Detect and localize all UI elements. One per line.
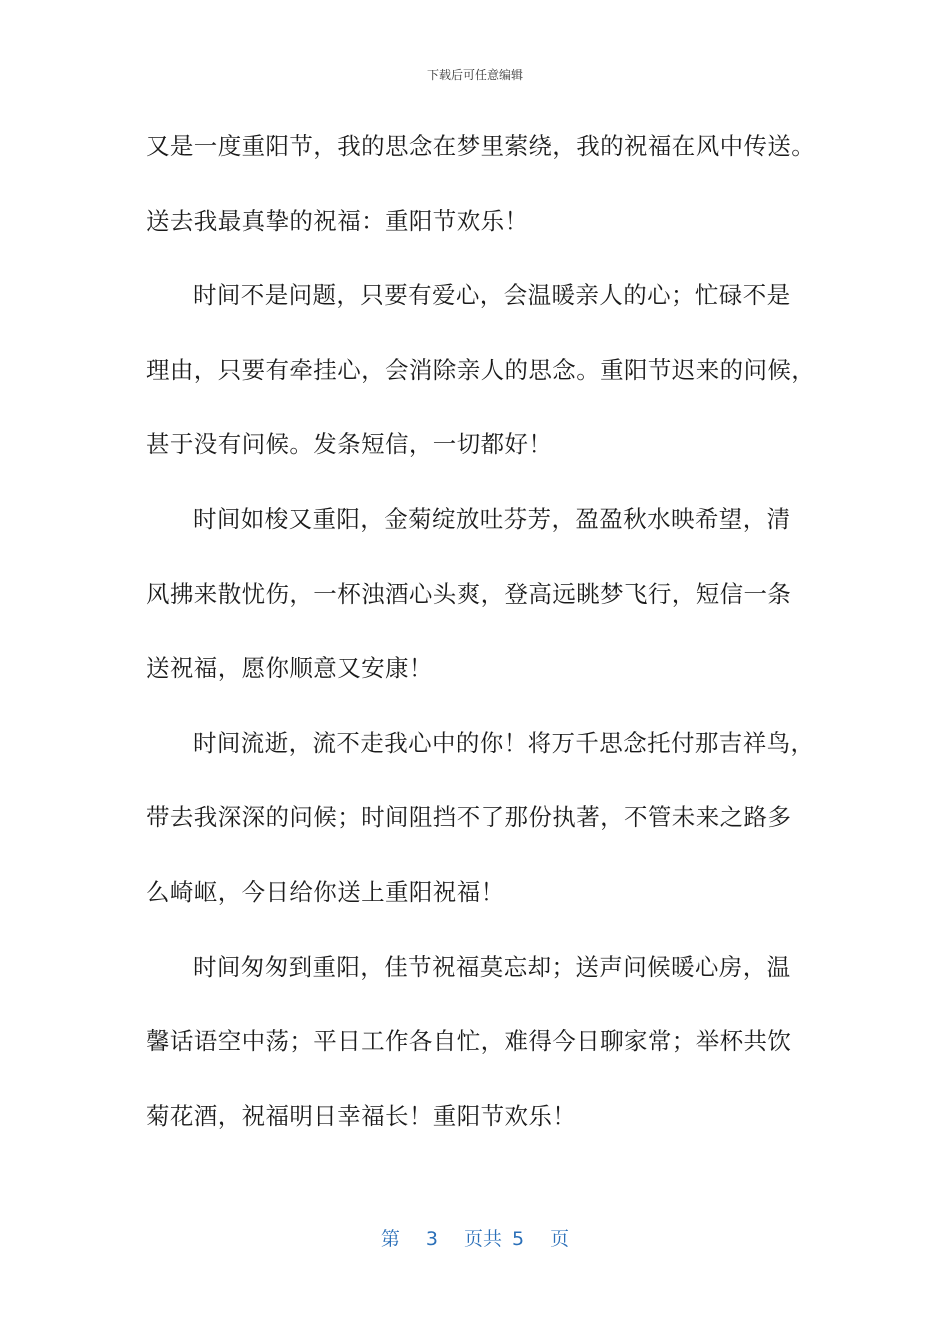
- text-line: 理由，只要有牵挂心，会消除亲人的思念。重阳节迟来的问候，: [146, 355, 816, 384]
- footer-suffix: 页: [550, 1228, 570, 1250]
- footer-prefix: 第: [380, 1228, 400, 1250]
- paragraph-first-line: 时间如梭又重阳，金菊绽放吐芬芳，盈盈秋水映希望，清: [193, 504, 791, 533]
- text-line: 送去我最真挚的祝福：重阳节欢乐！: [146, 206, 529, 235]
- text-line: 么崎岖，今日给你送上重阳祝福！: [146, 877, 505, 906]
- paragraph-first-line: 时间匆匆到重阳，佳节祝福莫忘却；送声问候暖心房，温: [193, 952, 791, 981]
- text-line: 甚于没有问候。发条短信，一切都好！: [146, 430, 553, 459]
- page-header-note: 下载后可任意编辑: [426, 68, 523, 82]
- text-line: 带去我深深的问候；时间阻挡不了那份执著，不管未来之路多: [146, 803, 792, 832]
- paragraph-first-line: 时间流逝，流不走我心中的你！将万千思念托付那吉祥鸟，: [193, 728, 815, 757]
- text-line: 馨话语空中荡；平日工作各自忙，难得今日聊家常；举杯共饮: [146, 1027, 792, 1056]
- footer-total-pages: 5: [512, 1228, 525, 1250]
- footer-middle: 页共: [463, 1228, 502, 1250]
- paragraph-first-line: 时间不是问题，只要有爱心，会温暖亲人的心；忙碌不是: [193, 281, 791, 310]
- footer-current-page: 3: [425, 1228, 438, 1250]
- page-number-footer: [0, 1226, 950, 1252]
- text-line: 菊花酒，祝福明日幸福长！重阳节欢乐！: [146, 1101, 577, 1130]
- text-line: 送祝福，愿你顺意又安康！: [146, 654, 433, 683]
- text-line: 又是一度重阳节，我的思念在梦里萦绕，我的祝福在风中传送。: [146, 132, 816, 160]
- text-line: 风拂来散忧伤，一杯浊酒心头爽，登高远眺梦飞行，短信一条: [146, 579, 792, 608]
- document-body: [146, 120, 818, 1164]
